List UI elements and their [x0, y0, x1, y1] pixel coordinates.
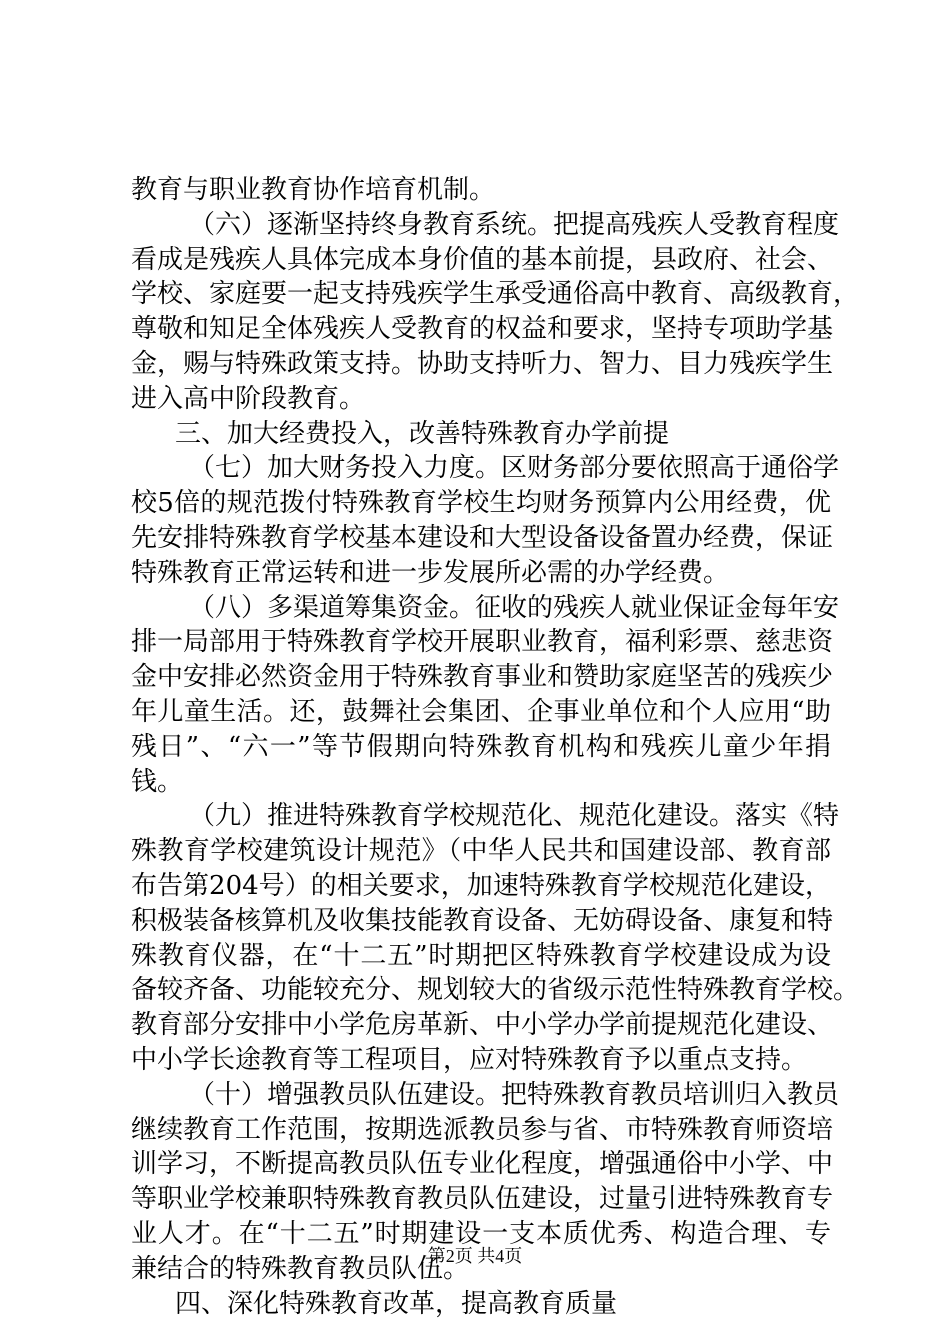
paragraph-line: （十）增强教员队伍建设。把特殊教育教员培训归入教员	[189, 1079, 840, 1110]
paragraph-line: 看成是残疾人具体完成本身价值的基本前提，县政府、社会、	[131, 244, 834, 275]
paragraph-line: 排一局部用于特殊教育学校开展职业教育，福利彩票、慈悲资	[131, 627, 834, 658]
paragraph-line: 尊敬和知足全体残疾人受教育的权益和要求，坚持专项助学基	[131, 314, 834, 345]
paragraph-line: 布告第204号）的相关要求，加速特殊教育学校规范化建设，	[131, 870, 831, 901]
document-body	[131, 173, 860, 1321]
paragraph-line: 金中安排必然资金用于特殊教育事业和赞助家庭坚苦的残疾少	[131, 662, 834, 693]
paragraph-line: 特殊教育正常运转和进一步发展所必需的办学经费。	[131, 557, 730, 588]
paragraph-line: 年儿童生活。还，鼓舞社会集团、企事业单位和个人应用“助	[131, 696, 831, 727]
paragraph-line: （八）多渠道筹集资金。征收的残疾人就业保证金每年安	[189, 592, 840, 623]
paragraph-line: 先安排特殊教育学校基本建设和大型设备设备置办经费，保证	[131, 522, 834, 553]
paragraph-line: 学校、家庭要一起支持残疾学生承受通俗高中教育、高级教育，	[131, 279, 860, 310]
paragraph-line: 殊教育学校建筑设计规范》（中华人民共和国建设部、教育部	[131, 836, 831, 867]
paragraph-line: 积极装备核算机及收集技能教育设备、无妨碍设备、康复和特	[131, 905, 834, 936]
paragraph-line: 备较齐备、功能较充分、规划较大的省级示范性特殊教育学校。	[131, 975, 860, 1006]
paragraph-line: 教育部分安排中小学危房革新、中小学办学前提规范化建设、	[131, 1010, 834, 1041]
paragraph-line: 兼结合的特殊教育教员队伍。	[131, 1253, 470, 1284]
paragraph-line: 殊教育仪器，在“十二五”时期把区特殊教育学校建设成为设	[131, 940, 831, 971]
paragraph-line: 校5倍的规范拨付特殊教育学校生均财务预算内公用经费，优	[131, 488, 831, 519]
paragraph-line: 残日”、“六一”等节假期向特殊教育机构和残疾儿童少年捐	[131, 731, 831, 762]
paragraph-line: 继续教育工作范围，按期选派教员参与省、市特殊教育师资培	[131, 1114, 834, 1145]
paragraph-line: 金，赐与特殊政策支持。协助支持听力、智力、目力残疾学生	[131, 348, 834, 379]
section-heading: 三、加大经费投入，改善特殊教育办学前提	[175, 418, 670, 449]
paragraph-line: 训学习，不断提高教员队伍专业化程度，增强通俗中小学、中	[131, 1149, 834, 1180]
paragraph-line: 中小学长途教育等工程项目，应对特殊教育予以重点支持。	[131, 1044, 808, 1075]
paragraph-line: 教育与职业教育协作培育机制。	[131, 175, 496, 205]
paragraph-line: 钱。	[131, 766, 184, 797]
page-footer: 第2页 共4页	[427, 1246, 523, 1266]
section-heading: 四、深化特殊教育改革，提高教育质量	[175, 1288, 618, 1319]
paragraph-line: 等职业学校兼职特殊教育教员队伍建设，过量引进特殊教育专	[131, 1184, 834, 1215]
paragraph-line: （九）推进特殊教育学校规范化、规范化建设。落实《特	[189, 801, 840, 832]
paragraph-line: （七）加大财务投入力度。区财务部分要依照高于通俗学	[189, 453, 840, 484]
paragraph-line: 业人才。在“十二五”时期建设一支本质优秀、构造合理、专	[131, 1218, 831, 1249]
paragraph-line: （六）逐渐坚持终身教育系统。把提高残疾人受教育程度	[189, 209, 840, 240]
paragraph-line: 进入高中阶段教育。	[131, 383, 366, 414]
